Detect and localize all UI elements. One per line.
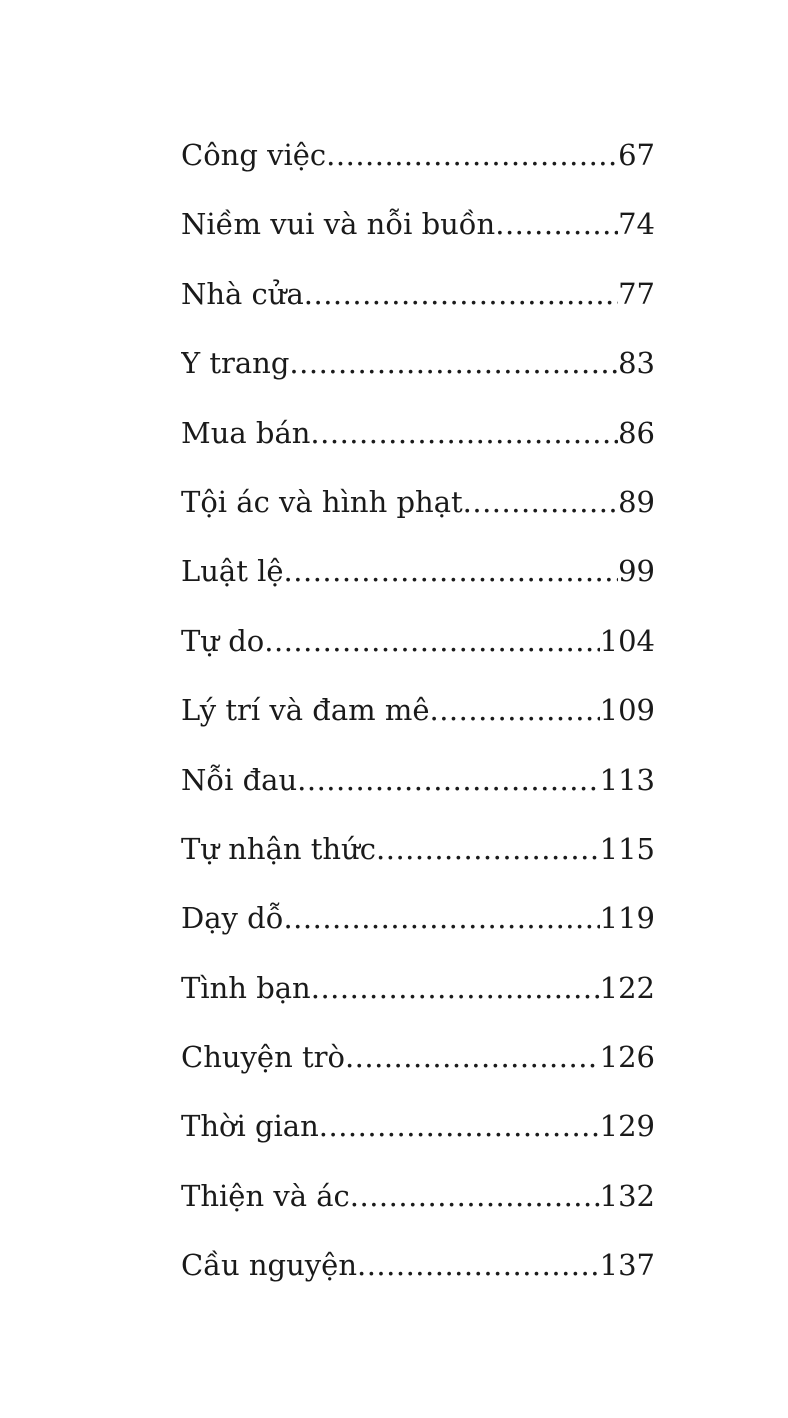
toc-entry-thien-va-ac — [181, 1162, 655, 1231]
toc-entry-title: Cầu nguyện — [181, 1248, 357, 1283]
toc-entry-title: Mua bán — [181, 415, 311, 450]
toc-entry-title: Thiện và ác — [181, 1178, 350, 1213]
toc-dot-leader — [495, 190, 618, 259]
toc-dot-leader — [319, 1092, 600, 1161]
toc-entry-luat-le — [181, 537, 655, 606]
toc-entry-title: Tự do — [181, 623, 265, 658]
toc-dot-leader — [310, 399, 618, 468]
toc-entry-page-number: 122 — [599, 970, 655, 1005]
toc-dot-leader — [297, 746, 599, 815]
toc-entry-title: Chuyện trò — [181, 1040, 345, 1075]
toc-entry-title: Y trang — [181, 346, 290, 381]
toc-entry-title: Tự nhận thức — [181, 831, 377, 866]
toc-dot-leader — [311, 954, 600, 1023]
toc-entry-title: Công việc — [181, 138, 327, 172]
toc-entry-page-number: 119 — [599, 901, 655, 936]
toc-entry-page-number: 132 — [599, 1178, 655, 1213]
toc-entry-title: Lý trí và đam mê — [181, 693, 430, 728]
toc-entry-page-number: 86 — [618, 415, 655, 450]
toc-entry-title: Niềm vui và nỗi buồn — [181, 207, 496, 242]
toc-entry-tu-do — [181, 607, 655, 676]
toc-entry-page-number: 83 — [618, 346, 655, 381]
toc-entry-thoi-gian — [181, 1092, 655, 1161]
toc-entry-page-number: 99 — [618, 554, 655, 589]
toc-entry-tu-nhan-thuc — [181, 815, 655, 884]
toc-entry-chuyen-tro — [181, 1023, 655, 1092]
toc-entry-page-number: 113 — [599, 762, 655, 797]
toc-dot-leader — [326, 121, 618, 190]
toc-entry-page-number: 129 — [599, 1109, 655, 1144]
toc-entry-page-number: 74 — [618, 207, 655, 242]
toc-dot-leader — [284, 537, 619, 606]
toc-entry-y-trang — [181, 329, 655, 398]
toc-entry-title: Thời gian — [181, 1109, 319, 1144]
toc-entry-page-number: 67 — [618, 138, 655, 172]
toc-entry-toi-ac-va-hinh-phat — [181, 468, 655, 537]
toc-entry-page-number: 126 — [599, 1040, 655, 1075]
toc-entry-niem-vui-va-noi-buon — [181, 190, 655, 259]
toc-entry-cong-viec — [181, 121, 655, 190]
toc-dot-leader — [304, 260, 618, 329]
toc-entry-page-number: 89 — [618, 484, 655, 519]
toc-entry-title: Luật lệ — [181, 554, 284, 589]
toc-entry-title: Dạy dỗ — [181, 901, 284, 936]
toc-entry-page-number: 104 — [599, 623, 655, 658]
toc-entry-title: Nhà cửa — [181, 276, 304, 311]
toc-entry-tinh-ban — [181, 954, 655, 1023]
toc-entry-title: Nỗi đau — [181, 762, 298, 797]
toc-entry-title: Tình bạn — [181, 970, 311, 1005]
toc-entry-cau-nguyen — [181, 1231, 655, 1300]
toc-dot-leader — [463, 468, 618, 537]
toc-entry-mua-ban — [181, 399, 655, 468]
table-of-contents — [181, 121, 655, 1301]
toc-dot-leader — [289, 329, 618, 398]
toc-entry-day-do — [181, 884, 655, 953]
toc-entry-noi-dau — [181, 746, 655, 815]
toc-entry-title: Tội ác và hình phạt — [181, 484, 463, 519]
toc-entry-page-number: 109 — [599, 693, 655, 728]
toc-dot-leader — [283, 884, 599, 953]
toc-entry-nha-cua — [181, 260, 655, 329]
toc-dot-leader — [350, 1162, 600, 1231]
toc-dot-leader — [357, 1231, 600, 1300]
toc-dot-leader — [345, 1023, 600, 1092]
toc-dot-leader — [376, 815, 600, 884]
toc-dot-leader — [429, 676, 599, 745]
toc-entry-page-number: 137 — [599, 1248, 655, 1283]
toc-entry-page-number: 115 — [599, 831, 655, 866]
toc-entry-page-number: 77 — [618, 276, 655, 311]
toc-entry-ly-tri-va-dam-me — [181, 676, 655, 745]
toc-dot-leader — [264, 607, 599, 676]
